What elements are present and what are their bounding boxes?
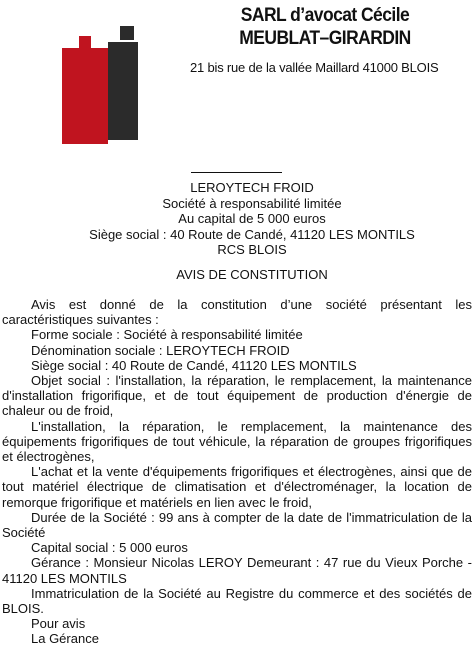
notice-paragraph: Gérance : Monsieur Nicolas LEROY Demeurant : 47 rue du Vieux Porche - 41120 LES MONTILS — [2, 555, 472, 586]
firm-name — [215, 4, 436, 50]
logo-red-square — [79, 36, 91, 48]
notice-paragraph: L'achat et la vente d'équipements frigorifiques et électrogènes, ainsi que de tout matériel électrique de climatisation et d'électroménager, la location de remorque frigorifique et matériels en lien avec le froid, — [2, 464, 472, 510]
logo-dark-block — [108, 42, 138, 140]
company-capital: Au capital de 5 000 euros — [178, 211, 326, 226]
company-head-office: Siège social : 40 Route de Candé, 41120 LES MONTILS — [89, 226, 415, 242]
notice-paragraph: Durée de la Société : 99 ans à compter de la date de l'immatriculation de la Société — [2, 509, 472, 541]
notice-paragraph: La Gérance — [31, 631, 99, 647]
notice-paragraph: Avis est donné de la constitution d’une société présentant les caractéristiques suivantes : — [2, 297, 472, 328]
firm-name-line1: SARL d’avocat Cécile — [240, 5, 410, 26]
notice-paragraph: Siège social : 40 Route de Candé, 41120 LES MONTILS — [31, 357, 357, 373]
notice-body — [2, 297, 472, 647]
company-rcs: RCS BLOIS — [217, 242, 287, 257]
notice-paragraph: L'installation, la réparation, le remplacement, la maintenance des équipements frigorifiques de tout véhicule, la réparation de groupes frigorifiques et électrogènes, — [2, 418, 472, 465]
company-block — [60, 180, 444, 258]
logo-red-block — [62, 48, 108, 144]
logo-dark-square — [120, 26, 134, 40]
law-firm-logo — [58, 14, 140, 146]
notice-paragraph: Forme sociale : Société à responsabilité limitée — [31, 327, 303, 343]
separator-rule — [191, 172, 282, 173]
notice-paragraph: Objet social : l'installation, la réparation, le remplacement, la maintenance d'installation frigorifique, et de tout équipement de production d'énergie de chaleur ou de froid, — [2, 373, 472, 419]
notice-title: AVIS DE CONSTITUTION — [176, 267, 328, 282]
notice-paragraph: Pour avis — [31, 616, 86, 632]
notice-paragraph: Immatriculation de la Société au Registre du commerce et des sociétés de BLOIS. — [2, 585, 472, 617]
firm-name-line2: MEUBLAT–GIRARDIN — [239, 28, 411, 49]
notice-paragraph: Dénomination sociale : LEROYTECH FROID — [31, 342, 290, 358]
company-legal-form: Société à responsabilité limitée — [162, 195, 342, 211]
company-name: LEROYTECH FROID — [190, 180, 314, 195]
firm-address: 21 bis rue de la vallée Maillard 41000 BLOIS — [190, 60, 439, 75]
notice-paragraph: Capital social : 5 000 euros — [31, 540, 188, 556]
